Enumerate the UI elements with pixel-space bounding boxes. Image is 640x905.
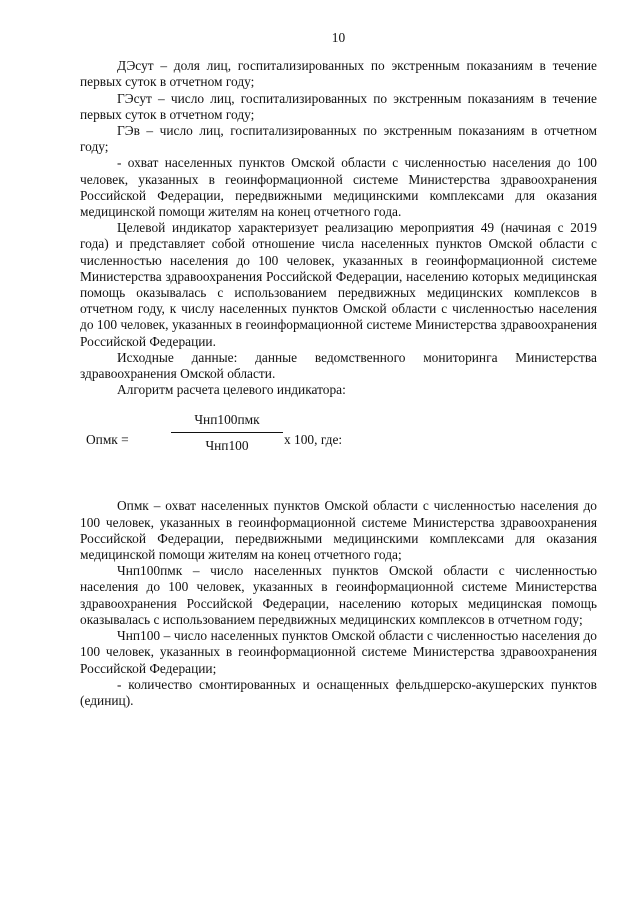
formula-fraction (171, 412, 283, 453)
algorithm-label: Алгоритм расчета целевого индикатора: (117, 382, 346, 398)
indicator-coverage-heading: - охват населенных пунктов Омской области с численностью населения до 100 человек, указанных в геоинформационной системе Министерства здравоохранения Российской Федерации, передвижными медицинскими комплексами для оказания медицинской помощи жителям на конец отчетного года. (80, 155, 597, 220)
definition-gesut: ГЭсут – число лиц, госпитализированных по экстренным показаниям в течение первых суток в отчетном году; (80, 90, 597, 122)
formula-lhs: Опмк = (86, 432, 129, 448)
formula-denominator: Чнп100 (205, 437, 249, 453)
definition-gev: ГЭв – число лиц, госпитализированных по экстренным показаниям в отчетном году; (80, 123, 597, 155)
calculation-formula (80, 412, 597, 472)
definition-chnp100: Чнп100 – число населенных пунктов Омской области с численностью населения до 100 человек, указанных в геоинформационной системе Министерства здравоохранения Российской Федерации; (80, 628, 597, 676)
definition-desut: ДЭсут – доля лиц, госпитализированных по экстренным показаниям в течение первых суток в отчетном году; (80, 58, 597, 90)
document-page (80, 30, 597, 709)
indicator-fap-heading: - количество смонтированных и оснащенных фельдшерско-акушерских пунктов (единиц). (80, 676, 597, 708)
page-number: 10 (331, 30, 346, 45)
source-data: Исходные данные: данные ведомственного мониторинга Министерства здравоохранения Омской области. (80, 349, 597, 382)
indicator-description: Целевой индикатор характеризует реализацию мероприятия 49 (начиная с 2019 года) и представляет собой отношение числа населенных пунктов Омской области с численностью населения до 100 человек, указанных в геоинформационной системе Министерства здравоохранения Российской Федерации, населению которых медицинская помощь оказывалась с использованием передвижных медицинских комплексов в отчетном году, к числу населенных пунктов Омской области с численностью населения до 100 человек, указанных в геоинформационной системе Министерства здравоохранения Российской Федерации. (80, 220, 597, 349)
formula-numerator: Чнп100пмк (171, 412, 283, 432)
definition-chnp100pmk: Чнп100пмк – число населенных пунктов Омской области с численностью населения до 100 человек, указанных в геоинформационной системе Министерства здравоохранения Российской Федерации, населению которых медицинская помощь оказывалась с использованием передвижных медицинских комплексов в отчетном году; (80, 563, 597, 627)
definition-opmk: Опмк – охват населенных пунктов Омской области с численностью населения до 100 человек, указанных в геоинформационной системе Министерства здравоохранения Российской Федерации, передвижными медицинскими комплексами для оказания медицинской помощи жителям на конец отчетного года; (80, 498, 597, 563)
formula-rhs: х 100, где: (284, 432, 343, 448)
